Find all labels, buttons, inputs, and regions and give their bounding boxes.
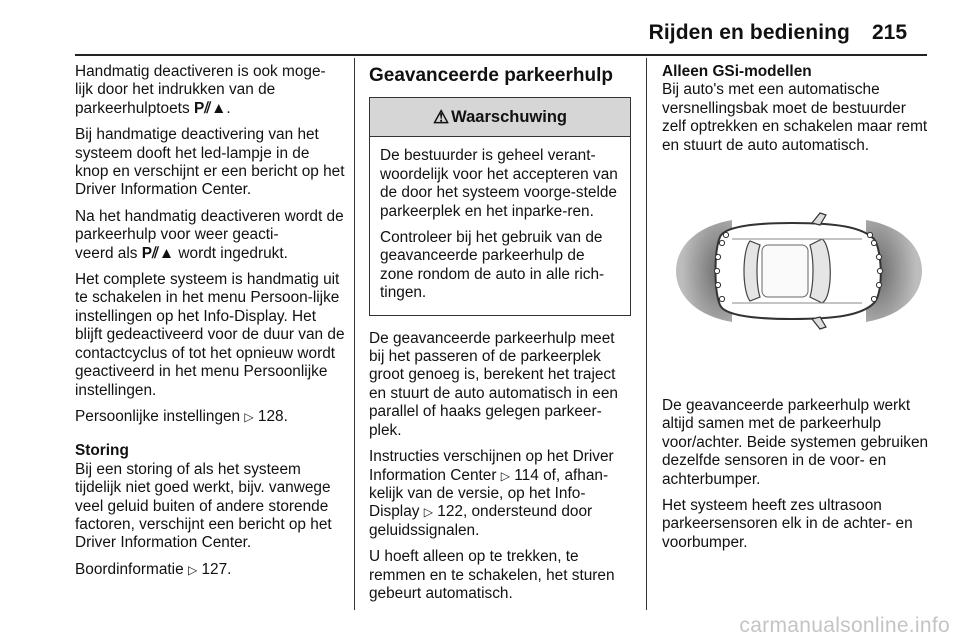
warning-paragraph-2: Controleer bij het gebruik van de geavanceerde parkeerhulp de zone rondom de auto in alle rich-tingen. (380, 229, 605, 302)
parking-assist-icon: P⫽▲ (193, 99, 227, 117)
paragraph-reactivate: Na het handmatig deactiveren wordt de parkeerhulp voor weer geacti- veerd als P⫽▲ wordt ingedrukt. (75, 207, 344, 262)
paragraph-gsi: Bij auto's met een automatische versnellingsbak moet de bestuurder zelf optrekken en schakelen maar remt en stuurt de auto automatisch. (662, 81, 928, 154)
reference-arrow-icon: ▷ (187, 562, 198, 577)
paragraph-complete-system: Het complete systeem is handmatig uit te schakelen in het menu Persoon-lijke instellingen op het Info-Display. Het blijft gedeactiveerd voor de duur van de contactcyclus of tot het opnieuw wordt geactiveerd in het menu Persoonlijke instellingen. (75, 271, 345, 399)
section-title: Geavanceerde parkeerhulp (369, 65, 613, 86)
warning-title: Waarschuwing (451, 108, 567, 127)
parking-sensor-car-illustration (662, 165, 934, 377)
warning-paragraph-1: De bestuurder is geheel verant-woordelijk voor het accepteren van de door het systeem voorge-stelde parkeerplek en het inparke-ren. (380, 147, 618, 220)
paragraph-ref-board-info: Boordinformatie ▷ 127. (75, 560, 232, 578)
warning-header (370, 98, 630, 137)
paragraph-instructions: Instructies verschijnen op het Driver Information Center ▷ 114 of, afhan- kelijk van de versie, op het Info-Display ▷ 122, ondersteund door geluidssignalen. (369, 448, 614, 539)
reference-arrow-icon: ▷ (500, 468, 510, 483)
paragraph-manual-deactivation: Handmatig deactiveren is ook moge- lijk door het indrukken van de parkeerhulptoets P⫽▲. (75, 63, 326, 117)
paragraph-led-off: Bij handmatige deactivering van het systeem dooft het led-lampje in de knop en verschijnt er een bericht op het Driver Information Center. (75, 126, 345, 199)
paragraph-measure: De geavanceerde parkeerhulp meet bij het passeren of de parkeerplek groot genoeg is, berekent het traject en stuurt de auto automatisch in een parallel of haaks gelegen parkeer-plek. (369, 329, 618, 439)
subheading-storing: Storing (75, 442, 129, 460)
reference-arrow-icon: ▷ (244, 409, 254, 424)
paragraph-works-together: De geavanceerde parkeerhulp werkt altijd samen met de parkeerhulp voor/achter. Beide systemen gebruiken dezelfde sensoren in de voor- en achterbumper. (662, 397, 929, 488)
warning-box (369, 97, 631, 315)
paragraph-ref-personal-settings: Persoonlijke instellingen ▷ 128. (75, 407, 288, 425)
column-left (75, 63, 345, 587)
column-right (662, 63, 934, 560)
column-divider-1 (354, 58, 355, 610)
reference-arrow-icon: ▷ (423, 505, 433, 520)
warning-triangle-icon: ⚠ (433, 107, 450, 128)
subheading-gsi: Alleen GSi-modellen (662, 63, 812, 80)
watermark: carmanualsonline.info (739, 614, 950, 637)
paragraph-sensors: Het systeem heeft zes ultrasoon parkeersensoren elk in de achter- en voorbumper. (662, 497, 913, 551)
column-divider-2 (646, 58, 647, 610)
parking-assist-icon: P⫽▲ (141, 244, 175, 262)
paragraph-storing: Bij een storing of als het systeem tijdelijk niet goed werkt, bijv. vanwege veel geluid buiten of andere storende factoren, verschijnt een bericht op het Driver Information Center. (75, 460, 332, 552)
column-middle (369, 63, 633, 611)
header-rule (75, 54, 927, 56)
warning-body (370, 137, 630, 314)
page-header-title: Rijden en bediening (648, 21, 850, 44)
page-number: 215 (872, 21, 908, 44)
paragraph-driver-action: U hoeft alleen op te trekken, te remmen en te schakelen, het sturen gebeurt automatisch. (369, 548, 615, 602)
